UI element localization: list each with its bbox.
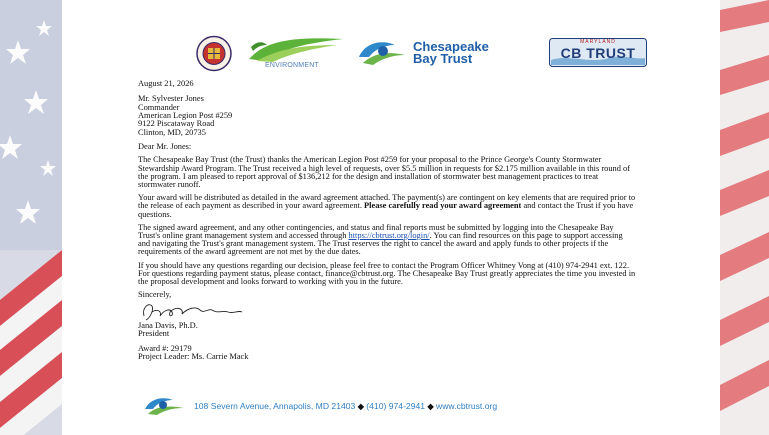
p3-text-b: . You can find resources on this page to support accessing and navigating the Trust's grant management system. The Trust reserves the right to cancel the award and apply funds to other projects if the requirements of the award agreement are not met by the due dates. [138, 231, 623, 257]
flag-right-graphic [720, 0, 769, 435]
recipient-street: 9122 Piscataway Road [138, 119, 215, 129]
letter-footer [142, 395, 622, 417]
flag-background-right [720, 0, 769, 435]
closing: Sincerely, [138, 290, 172, 300]
paragraph-questions: If you should have any questions regarding our decision, please feel free to contact the Program Officer Whitney Vong at (410) 974-2941 ext. 122. For questions regarding payment status, please contact, finance@cbtrust.org. The Chesapeake Bay Trust greatly appreciates the time you invested in the proposal development and looks forward to working with you in the future. [138, 260, 636, 287]
paragraph-award-approval: The Chesapeake Bay Trust (the Trust) thanks the American Legion Post #259 for your proposal to the Prince George's County Stormwater Stewardship Award Program. The Trust received a high level of requests, over $5.5 million in requests for $2.175 million available in this round of the program. I am pleased to report approval of $136,212 for the design and installation of stormwater best management practices to treat stormwater runoff. [138, 155, 630, 190]
login-link[interactable]: https://cbtrust.org/login/ [348, 231, 430, 241]
recipient-org: American Legion Post #259 [138, 111, 233, 121]
p2-bold: Please carefully read your award agreement [364, 201, 522, 211]
recipient-address [138, 95, 636, 137]
footer-separator-1: ◆ [357, 402, 364, 411]
footer-bay-wave-icon [142, 395, 188, 417]
letter-body [138, 80, 636, 361]
cbt-name-line2: Bay Trust [413, 51, 473, 66]
environment-logo [247, 35, 347, 71]
plate-state: MARYLAND [580, 39, 616, 45]
p2-text-b: and contact the Trust if you have questions. [138, 201, 634, 219]
closing-block [138, 291, 636, 361]
salutation: Dear Mr. Jones: [138, 142, 192, 152]
footer-website[interactable]: www.cbtrust.org [436, 401, 498, 411]
footer-address: 108 Severn Avenue, Annapolis, MD 21403 [194, 401, 356, 411]
county-seal-icon [191, 35, 237, 72]
signature [138, 300, 636, 322]
environment-label: ENVIRONMENT [265, 62, 319, 69]
paragraph-distribution [138, 194, 636, 219]
project-leader: Project Leader: Ms. Carrie Mack [138, 351, 249, 361]
recipient-name: Mr. Sylvester Jones [138, 94, 204, 104]
recipient-title: Commander [138, 102, 180, 112]
signer-title: President [138, 329, 170, 339]
flag-left-graphic [0, 0, 62, 435]
signer-name: Jana Davis, Ph.D. [138, 320, 198, 330]
chesapeake-bay-trust-logo [355, 37, 535, 69]
award-number: Award #: 29179 [138, 343, 192, 353]
county-seal-logo [191, 35, 237, 72]
license-plate-logo [549, 38, 647, 67]
letterhead-logos [62, 33, 720, 73]
cbt-name-line1: Chesapeake [413, 39, 489, 54]
recipient-city: Clinton, MD, 20735 [138, 127, 206, 137]
handwritten-signature-icon [138, 300, 248, 322]
plate-text: CB TRUST [560, 45, 636, 61]
p3-text-a: The signed award agreement, and any other contingencies, and status and final reports must be submitted by logging into the Chesapeake Bay Trust's online grant management system and accessed through [138, 222, 614, 241]
p2-text-a: Your award will be distributed as detailed in the award agreement attached. The payment(s) are contingent on key elements that are required prior to the release of each payment as described in your award agreement. [138, 193, 636, 211]
footer-contact [194, 401, 497, 411]
footer-phone: (410) 974-2941 [366, 401, 426, 411]
letter-date: August 21, 2026 [138, 79, 194, 88]
bay-wave-icon [355, 37, 411, 69]
flag-background-left [0, 0, 62, 435]
footer-separator-2: ◆ [427, 402, 434, 411]
letter-page [62, 0, 720, 435]
paragraph-submission [138, 224, 636, 257]
chesapeake-bay-trust-name [413, 41, 489, 65]
leaf-swoosh-icon [247, 35, 347, 63]
